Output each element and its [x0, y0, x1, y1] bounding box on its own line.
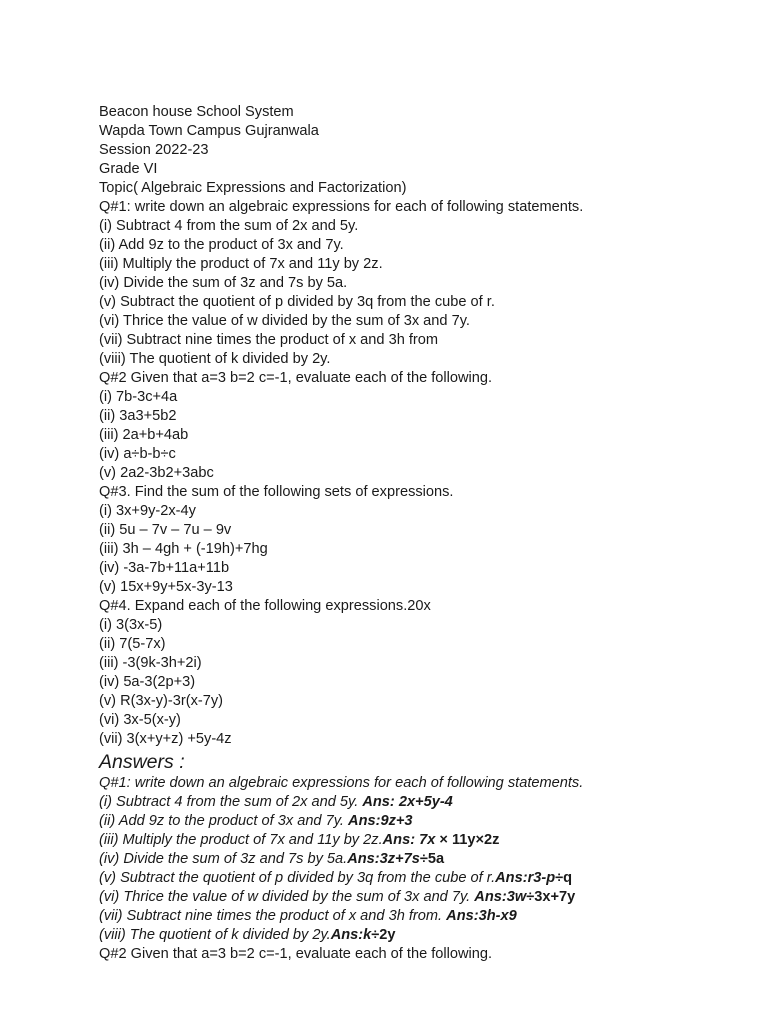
answer-value: Ans:3h-x9: [446, 908, 517, 924]
q3-item: (iv) -3a-7b+11a+11b: [99, 560, 230, 576]
q4-item: (v) R(3x-y)-3r(x-7y): [99, 693, 224, 709]
q1-item: (vii) Subtract nine times the product of x and 3h from: [99, 332, 439, 348]
q1-item: (vi) Thrice the value of w divided by the sum of 3x and 7y.: [99, 313, 470, 329]
q3-item: (v) 15x+9y+5x-3y-13: [99, 579, 233, 595]
answer-value: Ans:3z+7s: [347, 851, 420, 867]
answer-value: Ans:9z+3: [348, 813, 413, 829]
answer-value: Ans:3w: [474, 889, 527, 905]
grade: Grade VI: [99, 161, 158, 177]
q3-item: (iii) 3h – 4gh + (-19h)+7hg: [99, 541, 268, 557]
answer-question: (ii) Add 9z to the product of 3x and 7y.: [99, 813, 349, 829]
q4-item: (i) 3(3x-5): [99, 617, 163, 633]
q2-item: (ii) 3a3+5b2: [99, 408, 177, 424]
q4-item: (vii) 3(x+y+z) +5y-4z: [99, 731, 232, 747]
answer-question: (vii) Subtract nine times the product of x and 3h from.: [99, 908, 447, 924]
q4-title: Q#4. Expand each of the following expressions.20x: [99, 598, 431, 614]
answer-item: [99, 926, 759, 945]
q2-item: (iv) a÷b-b÷c: [99, 446, 176, 462]
campus-name: Wapda Town Campus Gujranwala: [99, 123, 319, 139]
answer-value: Ans:r3-p: [495, 870, 556, 886]
answer-value-tail: ÷5a: [419, 851, 445, 867]
answer-item: [99, 869, 759, 888]
answers-q2-title: Q#2 Given that a=3 b=2 c=-1, evaluate each of the following.: [99, 946, 493, 962]
school-name: Beacon house School System: [99, 104, 294, 120]
answer-item: [99, 793, 759, 812]
q1-item: (i) Subtract 4 from the sum of 2x and 5y.: [99, 218, 359, 234]
q2-item: (iii) 2a+b+4ab: [99, 427, 189, 443]
q3-item: (i) 3x+9y-2x-4y: [99, 503, 196, 519]
q1-title: Q#1: write down an algebraic expressions for each of following statements.: [99, 199, 584, 215]
answer-question: (viii) The quotient of k divided by 2y.: [99, 927, 331, 943]
answer-item: [99, 888, 759, 907]
answer-question: (v) Subtract the quotient of p divided by 3q from the cube of r.: [99, 870, 496, 886]
q1-item: (iv) Divide the sum of 3z and 7s by 5a.: [99, 275, 348, 291]
answer-item: [99, 812, 759, 831]
topic: Topic( Algebraic Expressions and Factorization): [99, 180, 407, 196]
answer-item: [99, 907, 759, 926]
q2-title: Q#2 Given that a=3 b=2 c=-1, evaluate each of the following.: [99, 370, 493, 386]
q2-item: (v) 2a2-3b2+3abc: [99, 465, 214, 481]
q1-item: (ii) Add 9z to the product of 3x and 7y.: [99, 237, 344, 253]
answer-question: (iv) Divide the sum of 3z and 7s by 5a.: [99, 851, 348, 867]
worksheet: [99, 103, 759, 964]
answers-heading: Answers :: [99, 751, 185, 773]
answer-question: (vi) Thrice the value of w divided by the sum of 3x and 7y.: [99, 889, 475, 905]
q1-item: (v) Subtract the quotient of p divided by 3q from the cube of r.: [99, 294, 495, 310]
q4-item: (vi) 3x-5(x-y): [99, 712, 181, 728]
q4-item: (iv) 5a-3(2p+3): [99, 674, 196, 690]
answer-question: (i) Subtract 4 from the sum of 2x and 5y.: [99, 794, 363, 810]
answers-q1-title: Q#1: write down an algebraic expressions for each of following statements.: [99, 775, 584, 791]
q1-item: (iii) Multiply the product of 7x and 11y by 2z.: [99, 256, 383, 272]
q3-title: Q#3. Find the sum of the following sets of expressions.: [99, 484, 454, 500]
answer-value: Ans: 7x: [382, 832, 436, 848]
answer-value: Ans:k: [330, 927, 372, 943]
answer-value-tail: ÷2y: [371, 927, 396, 943]
q1-item: (viii) The quotient of k divided by 2y.: [99, 351, 331, 367]
q2-item: (i) 7b-3c+4a: [99, 389, 178, 405]
answer-value-tail: × 11y×2z: [435, 832, 500, 848]
answer-value-tail: ÷q: [555, 870, 573, 886]
q4-item: (ii) 7(5-7x): [99, 636, 166, 652]
q4-item: (iii) -3(9k-3h+2i): [99, 655, 202, 671]
answer-question: (iii) Multiply the product of 7x and 11y by 2z.: [99, 832, 383, 848]
session: Session 2022-23: [99, 142, 209, 158]
answer-value-tail: ÷3x+7y: [526, 889, 576, 905]
q3-item: (ii) 5u – 7v – 7u – 9v: [99, 522, 232, 538]
answer-value: Ans: 2x+5y-4: [362, 794, 453, 810]
answer-item: [99, 850, 759, 869]
answer-item: [99, 831, 759, 850]
